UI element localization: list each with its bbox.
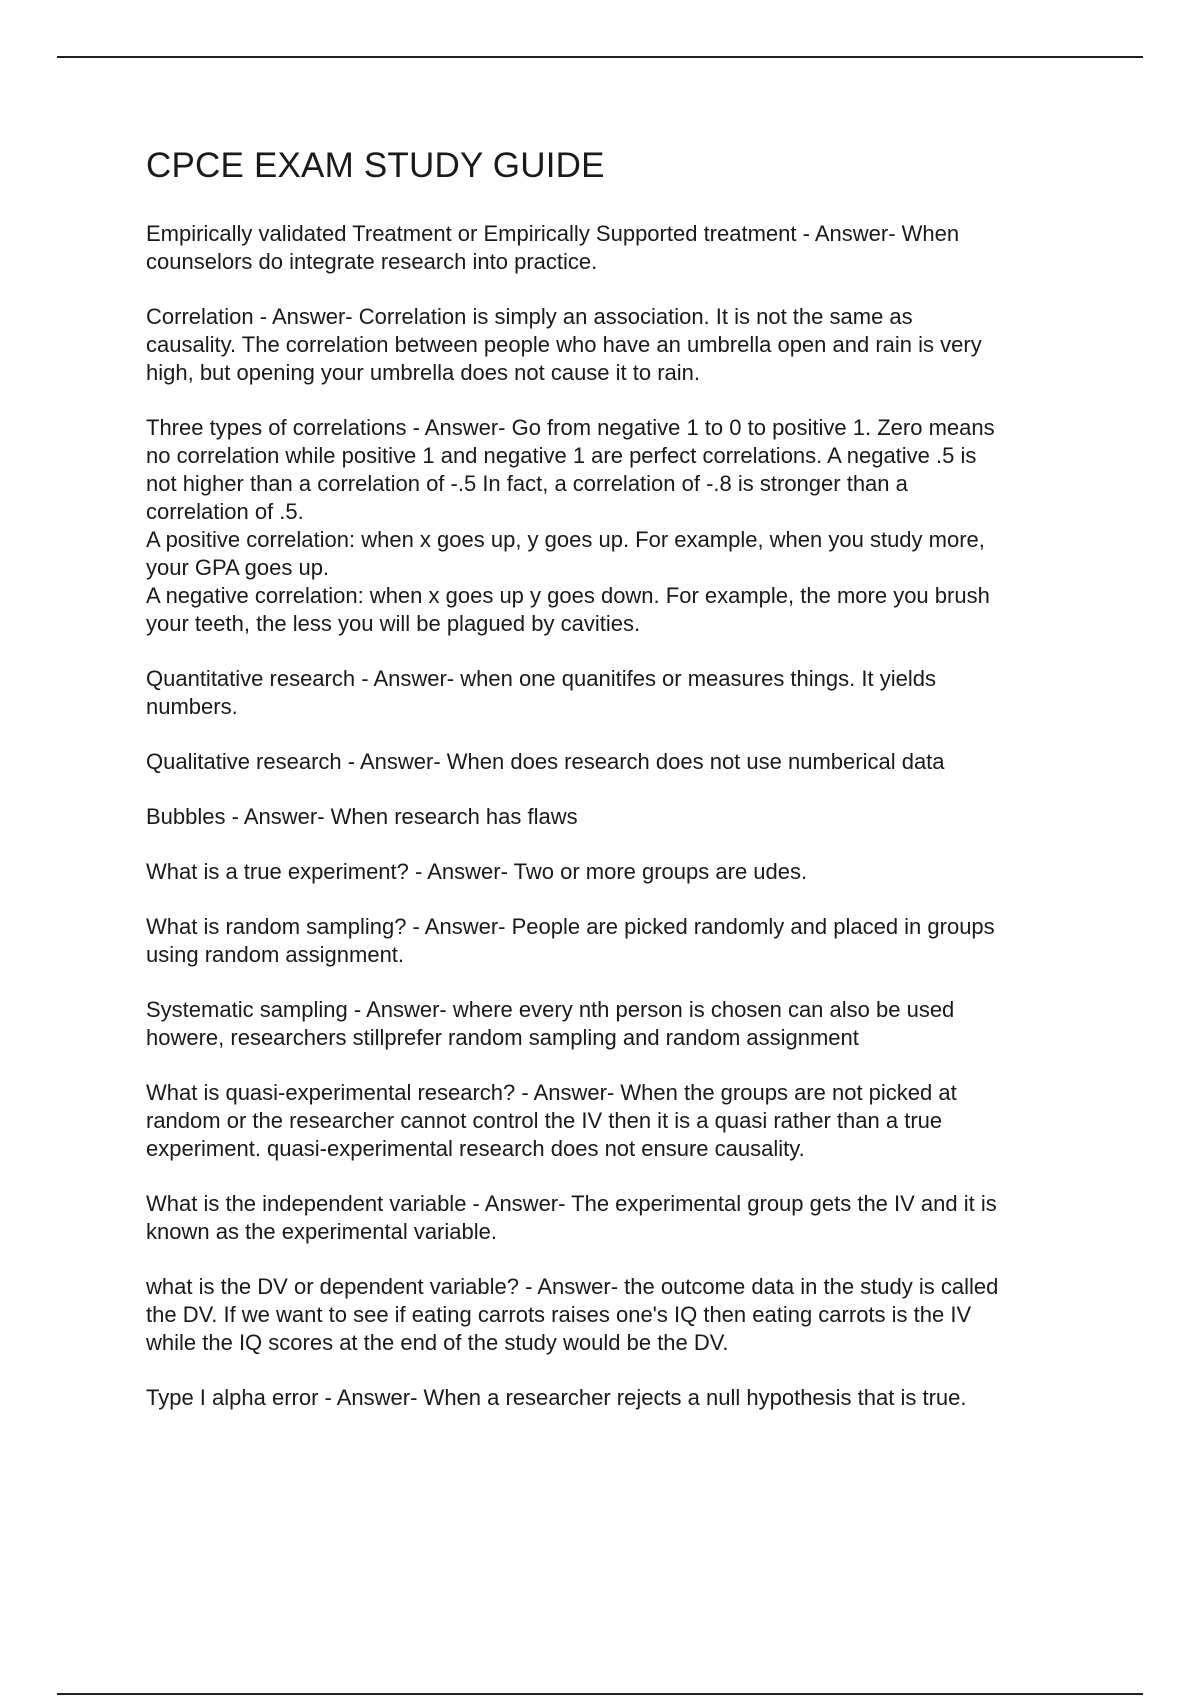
entry-list: [146, 220, 1096, 1412]
entry-line: numbers.: [146, 694, 238, 719]
entry-true-experiment: [146, 858, 1096, 886]
entry-line: correlation of .5.: [146, 499, 304, 524]
entry-line: Correlation - Answer- Correlation is simply an association. It is not the same as: [146, 304, 913, 329]
entry-line: your teeth, the less you will be plagued by cavities.: [146, 611, 641, 636]
entry-line: not higher than a correlation of -.5 In fact, a correlation of -.8 is stronger than a: [146, 471, 908, 496]
entry-quantitative-research: [146, 665, 1096, 721]
entry-line: Empirically validated Treatment or Empirically Supported treatment - Answer- When: [146, 221, 960, 246]
entry-line: random or the researcher cannot control the IV then it is a quasi rather than a true: [146, 1108, 943, 1133]
document-body: [146, 144, 1096, 1439]
entry-line: your GPA goes up.: [146, 555, 330, 580]
entry-bubbles: [146, 803, 1096, 831]
entry-qualitative-research: [146, 748, 1096, 776]
entry-three-types-of-correlations: [146, 414, 1096, 638]
page-title: CPCE EXAM STUDY GUIDE: [146, 146, 605, 185]
entry-line: Systematic sampling - Answer- where every nth person is chosen can also be used: [146, 997, 955, 1022]
entry-line: causality. The correlation between people who have an umbrella open and rain is very: [146, 332, 982, 357]
entry-type-i-alpha-error: [146, 1384, 1096, 1412]
entry-line: what is the DV or dependent variable? - Answer- the outcome data in the study is called: [146, 1274, 999, 1299]
entry-random-sampling: [146, 913, 1096, 969]
entry-line: using random assignment.: [146, 942, 405, 967]
entry-line: What is random sampling? - Answer- People are picked randomly and placed in groups: [146, 914, 995, 939]
entry-line: What is the independent variable - Answer- The experimental group gets the IV and it is: [146, 1191, 997, 1216]
entry-systematic-sampling: [146, 996, 1096, 1052]
entry-line: experiment. quasi-experimental research does not ensure causality.: [146, 1136, 805, 1161]
entry-line: counselors do integrate research into practice.: [146, 249, 598, 274]
entry-quasi-experimental-research: [146, 1079, 1096, 1163]
entry-line: Bubbles - Answer- When research has flaws: [146, 804, 578, 829]
entry-line: Type I alpha error - Answer- When a researcher rejects a null hypothesis that is true.: [146, 1385, 967, 1410]
entry-line: A negative correlation: when x goes up y goes down. For example, the more you brush: [146, 583, 990, 608]
entry-line: A positive correlation: when x goes up, y goes up. For example, when you study more,: [146, 527, 985, 552]
entry-empirically-validated-treatment: [146, 220, 1096, 276]
entry-line: What is quasi-experimental research? - Answer- When the groups are not picked at: [146, 1080, 957, 1105]
header-rule: [57, 56, 1143, 58]
entry-correlation: [146, 303, 1096, 387]
entry-line: Qualitative research - Answer- When does research does not use numberical data: [146, 749, 945, 774]
entry-line: no correlation while positive 1 and negative 1 are perfect correlations. A negative .5 is: [146, 443, 977, 468]
entry-independent-variable: [146, 1190, 1096, 1246]
entry-line: the DV. If we want to see if eating carrots raises one's IQ then eating carrots is the IV: [146, 1302, 972, 1327]
entry-line: known as the experimental variable.: [146, 1219, 497, 1244]
entry-line: What is a true experiment? - Answer- Two or more groups are udes.: [146, 859, 808, 884]
entry-line: howere, researchers stillprefer random sampling and random assignment: [146, 1025, 859, 1050]
footer-rule: [57, 1693, 1143, 1695]
entry-dependent-variable: [146, 1273, 1096, 1357]
entry-line: while the IQ scores at the end of the study would be the DV.: [146, 1330, 729, 1355]
entry-line: high, but opening your umbrella does not cause it to rain.: [146, 360, 701, 385]
entry-line: Quantitative research - Answer- when one quanitifes or measures things. It yields: [146, 666, 936, 691]
entry-line: Three types of correlations - Answer- Go from negative 1 to 0 to positive 1. Zero means: [146, 415, 995, 440]
